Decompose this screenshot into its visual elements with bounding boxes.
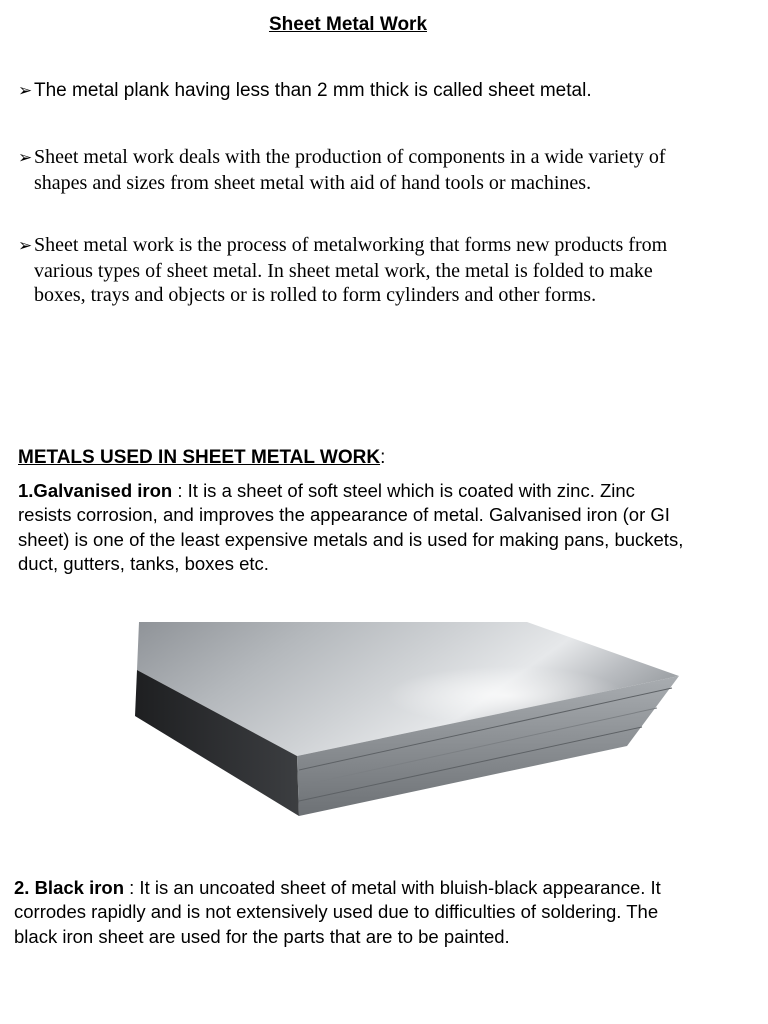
item-line [18,479,758,503]
bullet-text-line: shapes and sizes from sheet metal with aid of hand tools or machines. [34,171,592,194]
item-line [14,876,754,900]
metal-item-black-iron [14,876,754,949]
bullet-item-3 [18,233,758,308]
metal-item-galvanised-iron [18,479,758,576]
galvanised-iron-sheet-photo [127,586,695,834]
arrow-bullet-icon: ➢ [18,236,33,256]
bullet-text-line: boxes, trays and objects or is rolled to form cylinders and other forms. [34,284,597,306]
bullet-item-2 [18,145,758,195]
item-text: : It is an uncoated sheet of metal with bluish-black appearance. It [124,877,661,898]
page-title: Sheet Metal Work [268,14,428,35]
bullet-text-line: Sheet metal work is the process of metalworking that forms new products from [34,234,668,256]
item-term: 2. Black iron [14,877,125,898]
item-line: black iron sheet are used for the parts that are to be painted. [14,925,510,947]
item-line: duct, gutters, tanks, boxes etc. [18,552,269,574]
section-heading-text: METALS USED IN SHEET METAL WORK [18,447,381,468]
arrow-bullet-icon: ➢ [18,81,33,101]
bullet-item-1 [18,80,592,102]
arrow-bullet-icon: ➢ [18,148,33,168]
bullet-text: The metal plank having less than 2 mm thick is called sheet metal. [34,80,592,101]
section-heading [18,447,385,469]
item-term: 1.Galvanised iron [18,480,173,501]
bullet-text-line: Sheet metal work deals with the production of components in a wide variety of [34,146,666,168]
section-heading-colon: : [380,447,386,468]
bullet-text-line: various types of sheet metal. In sheet metal work, the metal is folded to make [34,259,653,282]
item-line: resists corrosion, and improves the appearance of metal. Galvanised iron (or GI [18,504,670,526]
item-line: corrodes rapidly and is not extensively used due to difficulties of soldering. The [14,901,659,923]
item-line: sheet) is one of the least expensive metals and is used for making pans, buckets, [18,528,684,550]
item-text: : It is a sheet of soft steel which is coated with zinc. Zinc [172,480,635,501]
